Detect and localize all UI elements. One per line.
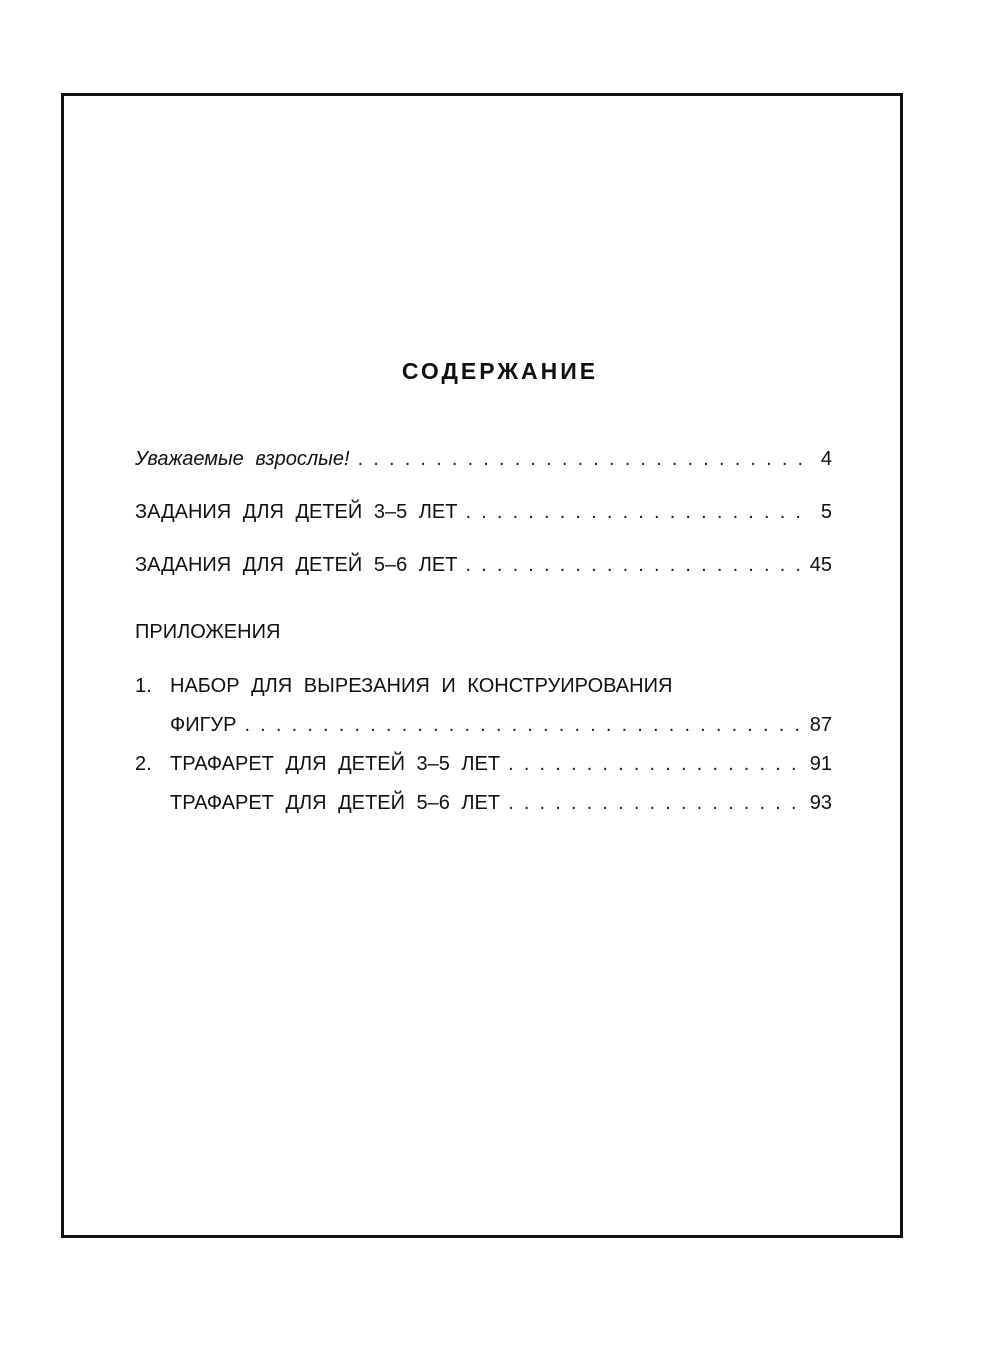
toc-entry-label: ЗАДАНИЯ ДЛЯ ДЕТЕЙ 3–5 ЛЕТ	[135, 501, 458, 523]
toc-leader-dots	[465, 498, 802, 526]
toc-leader-dots	[358, 445, 802, 473]
toc-entry-label: ЗАДАНИЯ ДЛЯ ДЕТЕЙ 5–6 ЛЕТ	[135, 554, 458, 576]
toc-page-number: 93	[809, 792, 832, 814]
toc-page-number: 87	[809, 714, 832, 736]
toc-entry-label: ФИГУР	[170, 714, 237, 736]
toc-appendix-item-2[interactable]	[135, 750, 832, 778]
toc-leader-dots	[508, 789, 802, 817]
toc-page-number: 4	[820, 448, 832, 470]
toc-page-number: 45	[809, 554, 832, 576]
toc-entry-label: ТРАФАРЕТ ДЛЯ ДЕТЕЙ 3–5 ЛЕТ	[170, 753, 501, 775]
toc-item-number: 1.	[135, 675, 152, 697]
toc-entry-tasks-3-5[interactable]	[135, 498, 832, 526]
toc-item-number: 2.	[135, 753, 152, 775]
toc-entry-label: НАБОР ДЛЯ ВЫРЕЗАНИЯ И КОНСТРУИРОВАНИЯ	[170, 675, 673, 697]
toc-entry-tasks-5-6[interactable]	[135, 551, 832, 579]
toc-leader-dots	[465, 551, 801, 579]
toc-entry-intro[interactable]	[135, 445, 832, 473]
page-border-frame	[61, 93, 903, 1238]
toc-page-number: 5	[820, 501, 832, 523]
toc-appendix-item-1-line2[interactable]	[170, 711, 832, 739]
toc-page-number: 91	[809, 753, 832, 775]
toc-appendix-item-3[interactable]	[170, 789, 832, 817]
toc-leader-dots	[508, 750, 802, 778]
toc-entry-label: ТРАФАРЕТ ДЛЯ ДЕТЕЙ 5–6 ЛЕТ	[170, 792, 501, 814]
appendix-heading: ПРИЛОЖЕНИЯ	[135, 621, 281, 643]
toc-leader-dots	[244, 711, 801, 739]
toc-entry-label: Уважаемые взрослые!	[135, 448, 350, 470]
toc-appendix-item-1-line1[interactable]	[135, 672, 832, 700]
page-title: СОДЕРЖАНИЕ	[401, 358, 599, 384]
